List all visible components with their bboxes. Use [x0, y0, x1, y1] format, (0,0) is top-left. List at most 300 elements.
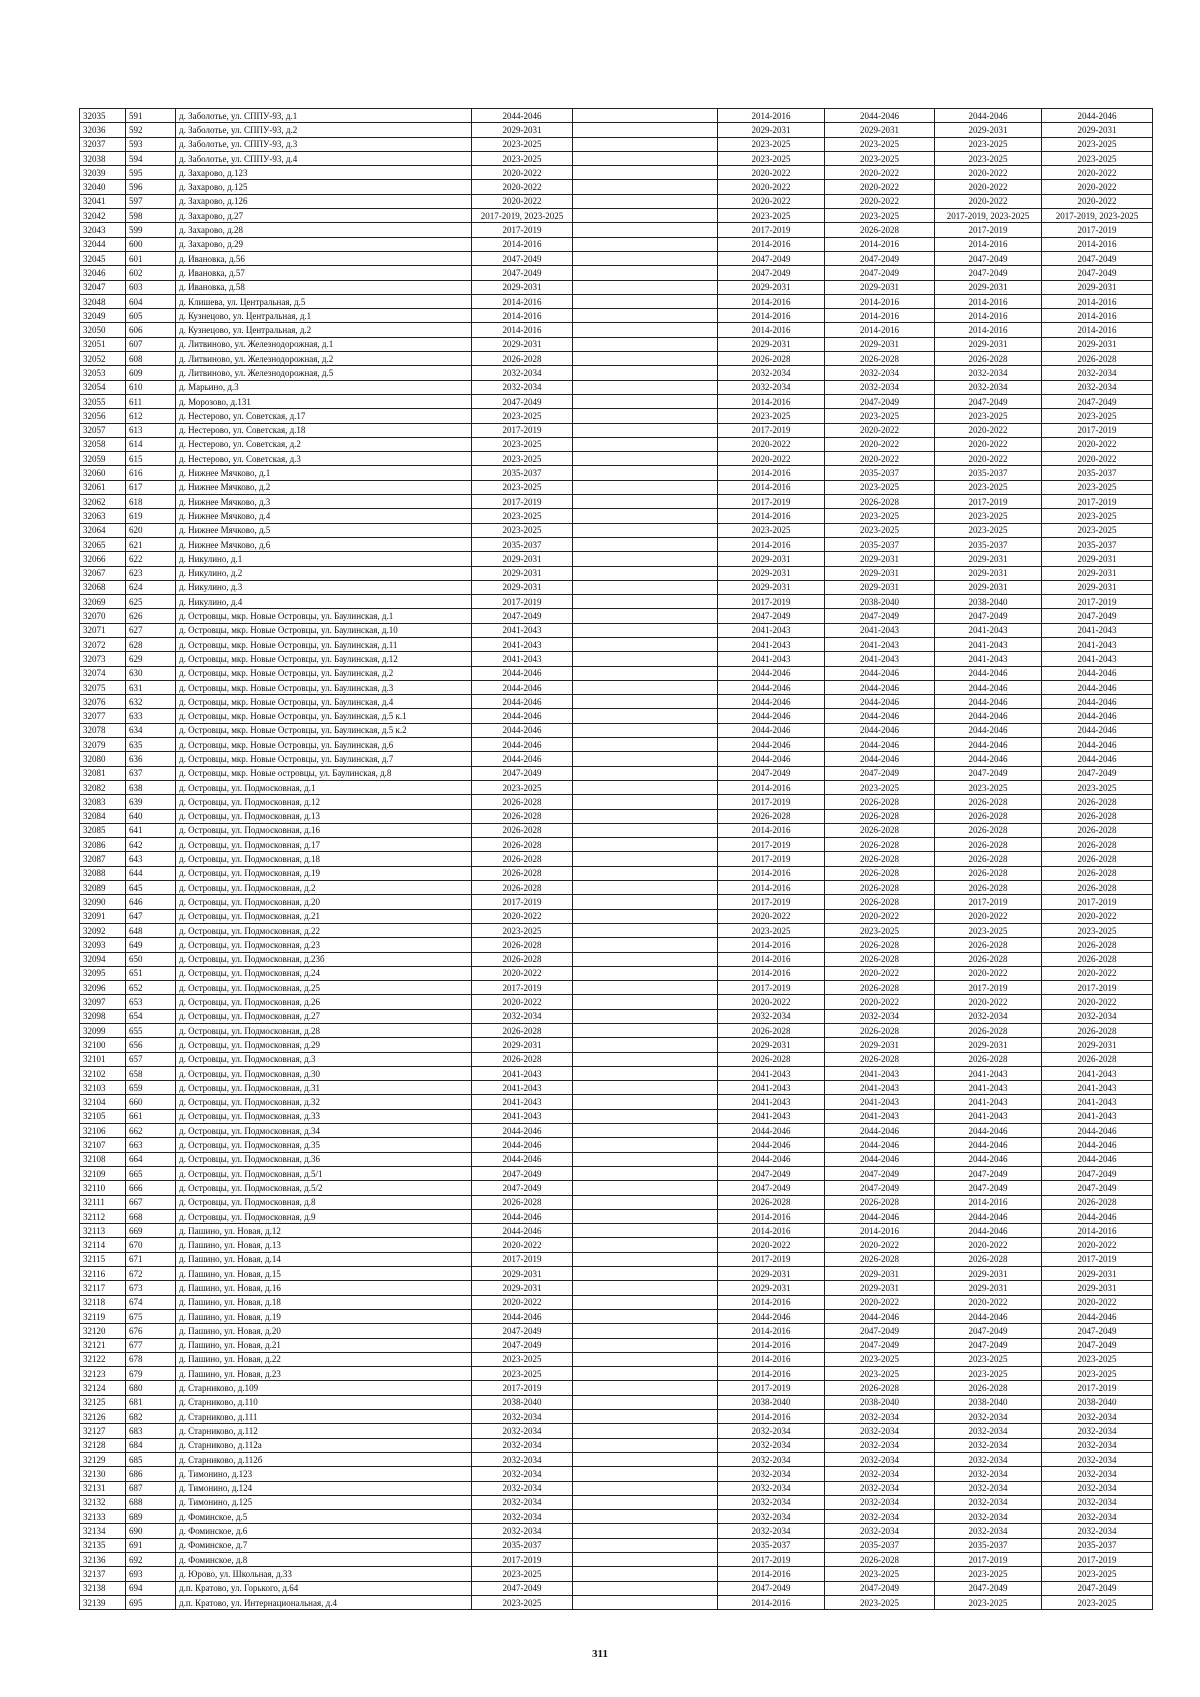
period-cell-4: 2026-2028	[1042, 1024, 1153, 1038]
period-cell-3: 2032-2034	[935, 380, 1042, 394]
period-cell-2: 2047-2049	[825, 766, 935, 780]
address-cell: д. Островцы, мкр. Новые Островцы, ул. Баулинская, д.2	[176, 666, 472, 680]
period-cell-4: 2020-2022	[1042, 909, 1153, 923]
period-cell: 2041-2043	[472, 652, 573, 666]
period-cell-1: 2041-2043	[718, 1066, 825, 1080]
row-id-cell: 32056	[80, 409, 126, 423]
blank-cell	[573, 1495, 718, 1509]
period-cell-1: 2023-2025	[718, 151, 825, 165]
period-cell-1: 2014-2016	[718, 966, 825, 980]
period-cell-2: 2026-2028	[825, 838, 935, 852]
row-number-cell: 679	[126, 1367, 176, 1381]
period-cell-3: 2023-2025	[935, 480, 1042, 494]
period-cell-3: 2035-2037	[935, 466, 1042, 480]
period-cell: 2017-2019	[472, 981, 573, 995]
period-cell-3: 2026-2028	[935, 1252, 1042, 1266]
row-id-cell: 32063	[80, 509, 126, 523]
address-cell: д. Юрово, ул. Школьная, д.33	[176, 1567, 472, 1581]
period-cell-4: 2017-2019	[1042, 895, 1153, 909]
row-number-cell: 685	[126, 1452, 176, 1466]
address-cell: д. Островцы, мкр. Новые Островцы, ул. Баулинская, д.3	[176, 680, 472, 694]
period-cell-4: 2017-2019	[1042, 1252, 1153, 1266]
period-cell-4: 2047-2049	[1042, 1338, 1153, 1352]
period-cell-3: 2023-2025	[935, 780, 1042, 794]
address-cell: д. Пашино, ул. Новая, д.20	[176, 1324, 472, 1338]
row-id-cell: 32075	[80, 680, 126, 694]
row-number-cell: 638	[126, 780, 176, 794]
table-row	[80, 938, 1153, 952]
period-cell: 2014-2016	[472, 294, 573, 308]
blank-cell	[573, 1524, 718, 1538]
address-cell: д. Островцы, ул. Подмосковная, д.31	[176, 1081, 472, 1095]
table-row	[80, 294, 1153, 308]
row-id-cell: 32113	[80, 1224, 126, 1238]
table-row	[80, 609, 1153, 623]
period-cell-2: 2044-2046	[825, 680, 935, 694]
row-id-cell: 32047	[80, 280, 126, 294]
period-cell: 2017-2019, 2023-2025	[472, 209, 573, 223]
period-cell-1: 2032-2034	[718, 1467, 825, 1481]
row-id-cell: 32122	[80, 1352, 126, 1366]
period-cell: 2026-2028	[472, 866, 573, 880]
period-cell-3: 2032-2034	[935, 1510, 1042, 1524]
blank-cell	[573, 1581, 718, 1595]
period-cell: 2047-2049	[472, 766, 573, 780]
address-cell: д. Старниково, д.112	[176, 1424, 472, 1438]
period-cell-3: 2044-2046	[935, 680, 1042, 694]
period-cell-2: 2032-2034	[825, 1452, 935, 1466]
blank-cell	[573, 580, 718, 594]
period-cell-3: 2014-2016	[935, 1195, 1042, 1209]
table-row	[80, 1181, 1153, 1195]
period-cell: 2020-2022	[472, 995, 573, 1009]
blank-cell	[573, 1195, 718, 1209]
period-cell-3: 2047-2049	[935, 394, 1042, 408]
row-number-cell: 620	[126, 523, 176, 537]
period-cell-1: 2041-2043	[718, 1081, 825, 1095]
row-id-cell: 32138	[80, 1581, 126, 1595]
address-cell: д. Нестерово, ул. Советская, д.18	[176, 423, 472, 437]
period-cell: 2029-2031	[472, 580, 573, 594]
row-id-cell: 32105	[80, 1109, 126, 1123]
address-cell: д. Захарово, д.123	[176, 166, 472, 180]
row-id-cell: 32106	[80, 1124, 126, 1138]
period-cell-1: 2044-2046	[718, 709, 825, 723]
blank-cell	[573, 509, 718, 523]
row-id-cell: 32093	[80, 938, 126, 952]
table-row	[80, 1467, 1153, 1481]
period-cell-4: 2032-2034	[1042, 1467, 1153, 1481]
table-row	[80, 866, 1153, 880]
period-cell-2: 2047-2049	[825, 1581, 935, 1595]
period-cell: 2026-2028	[472, 952, 573, 966]
address-cell: д. Пашино, ул. Новая, д.14	[176, 1252, 472, 1266]
table-row	[80, 809, 1153, 823]
row-id-cell: 32101	[80, 1052, 126, 1066]
row-id-cell: 32041	[80, 194, 126, 208]
row-id-cell: 32084	[80, 809, 126, 823]
address-cell: д. Заболотье, ул. СППУ-93, д.3	[176, 137, 472, 151]
period-cell-2: 2026-2028	[825, 981, 935, 995]
period-cell-3: 2029-2031	[935, 337, 1042, 351]
period-cell-4: 2041-2043	[1042, 1109, 1153, 1123]
address-cell: д. Островцы, ул. Подмосковная, д.29	[176, 1038, 472, 1052]
blank-cell	[573, 1138, 718, 1152]
period-cell: 2032-2034	[472, 1424, 573, 1438]
table-row	[80, 1195, 1153, 1209]
period-cell-2: 2029-2031	[825, 337, 935, 351]
period-cell-4: 2026-2028	[1042, 809, 1153, 823]
period-cell-4: 2041-2043	[1042, 623, 1153, 637]
period-cell-2: 2029-2031	[825, 552, 935, 566]
period-cell: 2020-2022	[472, 1295, 573, 1309]
table-row	[80, 437, 1153, 451]
address-cell: д. Фоминское, д.5	[176, 1510, 472, 1524]
table-row	[80, 1038, 1153, 1052]
row-id-cell: 32058	[80, 437, 126, 451]
row-id-cell: 32071	[80, 623, 126, 637]
row-number-cell: 609	[126, 366, 176, 380]
address-cell: д. Островцы, ул. Подмосковная, д.23	[176, 938, 472, 952]
row-number-cell: 623	[126, 566, 176, 580]
row-number-cell: 667	[126, 1195, 176, 1209]
row-id-cell: 32118	[80, 1295, 126, 1309]
row-number-cell: 689	[126, 1510, 176, 1524]
period-cell-2: 2020-2022	[825, 966, 935, 980]
period-cell-1: 2020-2022	[718, 452, 825, 466]
period-cell: 2032-2034	[472, 1481, 573, 1495]
period-cell-2: 2047-2049	[825, 1181, 935, 1195]
period-cell-1: 2038-2040	[718, 1395, 825, 1409]
period-cell-3: 2047-2049	[935, 1324, 1042, 1338]
address-cell: д. Островцы, ул. Подмосковная, д.22	[176, 923, 472, 937]
period-cell-1: 2014-2016	[718, 952, 825, 966]
period-cell-3: 2044-2046	[935, 1124, 1042, 1138]
period-cell-4: 2020-2022	[1042, 452, 1153, 466]
blank-cell	[573, 1238, 718, 1252]
blank-cell	[573, 938, 718, 952]
period-cell-3: 2035-2037	[935, 537, 1042, 551]
period-cell-1: 2017-2019	[718, 852, 825, 866]
period-cell-4: 2044-2046	[1042, 666, 1153, 680]
period-cell-1: 2014-2016	[718, 237, 825, 251]
period-cell-3: 2014-2016	[935, 323, 1042, 337]
row-id-cell: 32124	[80, 1381, 126, 1395]
address-cell: д. Пашино, ул. Новая, д.16	[176, 1281, 472, 1295]
blank-cell	[573, 895, 718, 909]
period-cell-4: 2026-2028	[1042, 352, 1153, 366]
table-row	[80, 1424, 1153, 1438]
blank-cell	[573, 1595, 718, 1609]
period-cell-4: 2023-2025	[1042, 1367, 1153, 1381]
row-number-cell: 591	[126, 109, 176, 123]
period-cell-1: 2023-2025	[718, 209, 825, 223]
table-row	[80, 1281, 1153, 1295]
period-cell: 2023-2025	[472, 780, 573, 794]
period-cell: 2044-2046	[472, 709, 573, 723]
period-cell-4: 2017-2019	[1042, 595, 1153, 609]
period-cell-2: 2026-2028	[825, 952, 935, 966]
period-cell-1: 2029-2031	[718, 337, 825, 351]
table-row	[80, 180, 1153, 194]
period-cell-1: 2032-2034	[718, 1510, 825, 1524]
period-cell-1: 2014-2016	[718, 323, 825, 337]
period-cell-4: 2032-2034	[1042, 1410, 1153, 1424]
period-cell-3: 2026-2028	[935, 938, 1042, 952]
row-number-cell: 676	[126, 1324, 176, 1338]
period-cell-2: 2035-2037	[825, 537, 935, 551]
blank-cell	[573, 1324, 718, 1338]
address-cell: д. Старниково, д.110	[176, 1395, 472, 1409]
period-cell-1: 2041-2043	[718, 652, 825, 666]
period-cell-3: 2023-2025	[935, 923, 1042, 937]
table-row	[80, 280, 1153, 294]
row-id-cell: 32082	[80, 780, 126, 794]
row-number-cell: 672	[126, 1267, 176, 1281]
address-cell: д. Островцы, ул. Подмосковная, д.12	[176, 795, 472, 809]
row-number-cell: 659	[126, 1081, 176, 1095]
row-number-cell: 628	[126, 637, 176, 651]
period-cell-4: 2044-2046	[1042, 738, 1153, 752]
period-cell-3: 2026-2028	[935, 866, 1042, 880]
row-number-cell: 670	[126, 1238, 176, 1252]
period-cell: 2044-2046	[472, 109, 573, 123]
period-cell-4: 2020-2022	[1042, 1295, 1153, 1309]
period-cell-2: 2029-2031	[825, 123, 935, 137]
period-cell-4: 2023-2025	[1042, 151, 1153, 165]
period-cell-4: 2023-2025	[1042, 1567, 1153, 1581]
period-cell-4: 2032-2034	[1042, 1424, 1153, 1438]
period-cell-4: 2035-2037	[1042, 1538, 1153, 1552]
period-cell: 2044-2046	[472, 1209, 573, 1223]
row-id-cell: 32054	[80, 380, 126, 394]
blank-cell	[573, 738, 718, 752]
row-number-cell: 639	[126, 795, 176, 809]
table-row	[80, 780, 1153, 794]
table-row	[80, 509, 1153, 523]
period-cell-2: 2014-2016	[825, 294, 935, 308]
period-cell-1: 2029-2031	[718, 280, 825, 294]
row-id-cell: 32104	[80, 1095, 126, 1109]
period-cell-3: 2029-2031	[935, 123, 1042, 137]
period-cell-4: 2026-2028	[1042, 938, 1153, 952]
row-id-cell: 32119	[80, 1309, 126, 1323]
period-cell: 2041-2043	[472, 1081, 573, 1095]
period-cell-1: 2032-2034	[718, 380, 825, 394]
period-cell-2: 2020-2022	[825, 437, 935, 451]
period-cell-3: 2026-2028	[935, 795, 1042, 809]
period-cell-4: 2017-2019	[1042, 1552, 1153, 1566]
period-cell-2: 2032-2034	[825, 1495, 935, 1509]
period-cell-4: 2047-2049	[1042, 766, 1153, 780]
table-row	[80, 723, 1153, 737]
row-number-cell: 694	[126, 1581, 176, 1595]
row-number-cell: 647	[126, 909, 176, 923]
period-cell-3: 2029-2031	[935, 566, 1042, 580]
table-row	[80, 251, 1153, 265]
row-id-cell: 32077	[80, 709, 126, 723]
address-cell: д. Нижнее Мячково, д.5	[176, 523, 472, 537]
row-number-cell: 650	[126, 952, 176, 966]
period-cell-4: 2032-2034	[1042, 366, 1153, 380]
table-row	[80, 1581, 1153, 1595]
row-id-cell: 32102	[80, 1066, 126, 1080]
period-cell: 2029-2031	[472, 552, 573, 566]
period-cell-1: 2026-2028	[718, 1052, 825, 1066]
period-cell-2: 2044-2046	[825, 723, 935, 737]
period-cell-2: 2020-2022	[825, 180, 935, 194]
row-number-cell: 648	[126, 923, 176, 937]
table-row	[80, 137, 1153, 151]
period-cell-2: 2023-2025	[825, 923, 935, 937]
table-row	[80, 1238, 1153, 1252]
row-id-cell: 32133	[80, 1510, 126, 1524]
address-cell: д. Марьино, д.3	[176, 380, 472, 394]
row-number-cell: 671	[126, 1252, 176, 1266]
period-cell-2: 2032-2034	[825, 1438, 935, 1452]
period-cell-4: 2044-2046	[1042, 1138, 1153, 1152]
table-row	[80, 680, 1153, 694]
period-cell-4: 2044-2046	[1042, 695, 1153, 709]
period-cell: 2020-2022	[472, 180, 573, 194]
address-cell: д. Островцы, мкр. Новые Островцы, ул. Баулинская, д.6	[176, 738, 472, 752]
blank-cell	[573, 1181, 718, 1195]
period-cell-1: 2032-2034	[718, 1424, 825, 1438]
blank-cell	[573, 294, 718, 308]
row-number-cell: 600	[126, 237, 176, 251]
period-cell-4: 2035-2037	[1042, 466, 1153, 480]
row-number-cell: 660	[126, 1095, 176, 1109]
period-cell-2: 2023-2025	[825, 1352, 935, 1366]
blank-cell	[573, 423, 718, 437]
period-cell-1: 2014-2016	[718, 1324, 825, 1338]
page-number: 311	[592, 1648, 608, 1660]
period-cell-1: 2014-2016	[718, 480, 825, 494]
period-cell: 2047-2049	[472, 1581, 573, 1595]
period-cell-3: 2026-2028	[935, 823, 1042, 837]
address-cell: д. Островцы, мкр. Новые Островцы, ул. Баулинская, д.12	[176, 652, 472, 666]
address-cell: д. Пашино, ул. Новая, д.18	[176, 1295, 472, 1309]
address-cell: д. Старниково, д.109	[176, 1381, 472, 1395]
period-cell-2: 2023-2025	[825, 209, 935, 223]
period-cell-2: 2041-2043	[825, 637, 935, 651]
period-cell-2: 2020-2022	[825, 1238, 935, 1252]
period-cell-4: 2041-2043	[1042, 637, 1153, 651]
row-id-cell: 32128	[80, 1438, 126, 1452]
period-cell-3: 2041-2043	[935, 652, 1042, 666]
period-cell: 2029-2031	[472, 280, 573, 294]
row-number-cell: 686	[126, 1467, 176, 1481]
blank-cell	[573, 652, 718, 666]
address-cell: д. Ивановка, д.57	[176, 266, 472, 280]
period-cell-4: 2023-2025	[1042, 509, 1153, 523]
period-cell: 2035-2037	[472, 537, 573, 551]
address-cell: д. Тимонино, д.124	[176, 1481, 472, 1495]
table-row	[80, 923, 1153, 937]
blank-cell	[573, 237, 718, 251]
period-cell-4: 2032-2034	[1042, 1481, 1153, 1495]
table-row	[80, 1124, 1153, 1138]
row-number-cell: 611	[126, 394, 176, 408]
period-cell-1: 2017-2019	[718, 1552, 825, 1566]
row-id-cell: 32072	[80, 637, 126, 651]
address-cell: д. Островцы, ул. Подмосковная, д.17	[176, 838, 472, 852]
period-cell: 2029-2031	[472, 566, 573, 580]
row-number-cell: 684	[126, 1438, 176, 1452]
period-cell-3: 2023-2025	[935, 1567, 1042, 1581]
blank-cell	[573, 1410, 718, 1424]
period-cell-4: 2029-2031	[1042, 280, 1153, 294]
table-row	[80, 323, 1153, 337]
address-cell: д. Островцы, мкр. Новые Островцы, ул. Баулинская, д.1	[176, 609, 472, 623]
period-cell: 2020-2022	[472, 1238, 573, 1252]
period-cell-1: 2044-2046	[718, 680, 825, 694]
period-cell-4: 2020-2022	[1042, 966, 1153, 980]
period-cell-1: 2029-2031	[718, 580, 825, 594]
row-id-cell: 32048	[80, 294, 126, 308]
row-number-cell: 649	[126, 938, 176, 952]
address-cell: д. Никулино, д.2	[176, 566, 472, 580]
period-cell-2: 2044-2046	[825, 695, 935, 709]
row-id-cell: 32076	[80, 695, 126, 709]
row-number-cell: 675	[126, 1309, 176, 1323]
period-cell-3: 2035-2037	[935, 1538, 1042, 1552]
period-cell-2: 2020-2022	[825, 452, 935, 466]
period-cell: 2032-2034	[472, 1495, 573, 1509]
period-cell-2: 2020-2022	[825, 995, 935, 1009]
period-cell-2: 2023-2025	[825, 151, 935, 165]
row-number-cell: 630	[126, 666, 176, 680]
row-number-cell: 615	[126, 452, 176, 466]
period-cell-4: 2044-2046	[1042, 109, 1153, 123]
table-row	[80, 123, 1153, 137]
blank-cell	[573, 952, 718, 966]
blank-cell	[573, 723, 718, 737]
row-id-cell: 32139	[80, 1595, 126, 1609]
period-cell: 2032-2034	[472, 1410, 573, 1424]
blank-cell	[573, 1252, 718, 1266]
row-id-cell: 32103	[80, 1081, 126, 1095]
period-cell-4: 2014-2016	[1042, 309, 1153, 323]
table-row	[80, 852, 1153, 866]
blank-cell	[573, 437, 718, 451]
blank-cell	[573, 266, 718, 280]
period-cell-3: 2020-2022	[935, 1295, 1042, 1309]
period-cell-1: 2020-2022	[718, 194, 825, 208]
blank-cell	[573, 909, 718, 923]
period-cell-3: 2044-2046	[935, 1152, 1042, 1166]
period-cell-4: 2023-2025	[1042, 523, 1153, 537]
period-cell-3: 2047-2049	[935, 1581, 1042, 1595]
row-number-cell: 646	[126, 895, 176, 909]
table-row	[80, 909, 1153, 923]
address-cell: д. Островцы, ул. Подмосковная, д.1	[176, 780, 472, 794]
period-cell-3: 2047-2049	[935, 609, 1042, 623]
table-row	[80, 151, 1153, 165]
row-id-cell: 32039	[80, 166, 126, 180]
row-number-cell: 621	[126, 537, 176, 551]
period-cell-1: 2014-2016	[718, 109, 825, 123]
row-number-cell: 652	[126, 981, 176, 995]
period-cell-3: 2020-2022	[935, 437, 1042, 451]
table-row	[80, 881, 1153, 895]
blank-cell	[573, 1095, 718, 1109]
table-row	[80, 1338, 1153, 1352]
period-cell-1: 2029-2031	[718, 1038, 825, 1052]
address-cell: д. Островцы, мкр. Новые Островцы, ул. Баулинская, д.5 к.1	[176, 709, 472, 723]
period-cell: 2032-2034	[472, 366, 573, 380]
period-cell-2: 2032-2034	[825, 1410, 935, 1424]
